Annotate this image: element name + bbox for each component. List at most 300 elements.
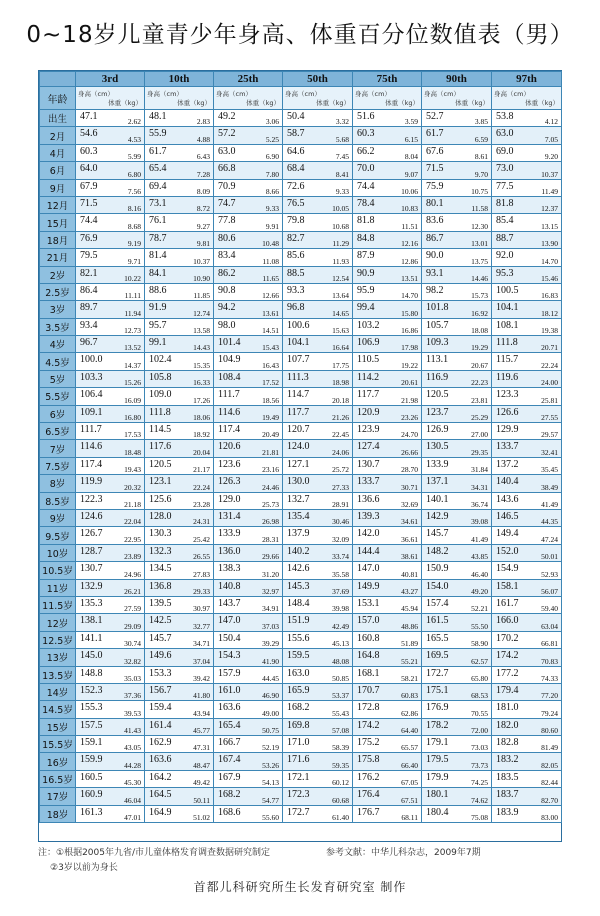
height-value: 126.6: [496, 406, 519, 418]
height-value: 65.4: [149, 163, 167, 175]
value-cell: [492, 179, 562, 196]
age-cell: 2.5岁: [40, 283, 76, 300]
weight-value: 27.83: [193, 569, 210, 579]
weight-value: 47.31: [193, 743, 210, 753]
weight-value: 41.80: [193, 691, 210, 701]
value-cell: [214, 110, 283, 127]
weight-value: 9.19: [127, 239, 141, 249]
value-cell: [76, 701, 145, 718]
height-value: 63.0: [496, 128, 514, 140]
height-value: 74.4: [80, 215, 98, 227]
value-cell: [76, 718, 145, 735]
weight-value: 16.86: [401, 326, 418, 336]
height-value: 94.2: [218, 302, 236, 314]
weight-value: 9.91: [265, 221, 279, 231]
value-cell: [353, 214, 422, 231]
height-value: 133.9: [218, 528, 241, 540]
value-cell: [214, 423, 283, 440]
weight-value: 37.03: [262, 621, 279, 631]
height-value: 176.7: [357, 806, 380, 818]
value-cell: [492, 666, 562, 683]
height-value: 123.3: [496, 389, 519, 401]
height-value: 130.7: [357, 458, 380, 470]
weight-value: 12.66: [262, 291, 279, 301]
height-value: 61.7: [426, 128, 444, 140]
weight-value: 14.46: [471, 273, 488, 283]
age-cell: 9月: [40, 179, 76, 196]
weight-value: 19.49: [262, 413, 279, 423]
weight-value: 13.01: [471, 239, 488, 249]
weight-value: 7.80: [265, 169, 279, 179]
height-unit-label: 身高（cm）: [216, 90, 252, 98]
unit-header-cell: [145, 87, 214, 110]
value-cell: [283, 492, 353, 509]
value-cell: [76, 144, 145, 161]
height-value: 123.9: [357, 424, 380, 436]
age-cell: 17岁: [40, 788, 76, 805]
height-value: 157.5: [80, 719, 103, 731]
value-cell: [76, 301, 145, 318]
height-value: 172.7: [426, 667, 449, 679]
weight-value: 19.38: [541, 326, 558, 336]
value-cell: [214, 562, 283, 579]
weight-value: 41.43: [124, 726, 141, 736]
weight-value: 23.16: [262, 465, 279, 475]
weight-value: 51.02: [193, 813, 210, 823]
weight-value: 26.21: [124, 586, 141, 596]
weight-value: 50.01: [541, 552, 558, 562]
value-cell: [283, 440, 353, 457]
table-row: [40, 144, 562, 161]
percentile-header: 97th: [492, 72, 562, 87]
weight-value: 13.51: [401, 273, 418, 283]
weight-value: 49.42: [193, 778, 210, 788]
value-cell: [492, 631, 562, 648]
weight-value: 21.26: [332, 413, 349, 423]
value-cell: [283, 562, 353, 579]
value-cell: [283, 110, 353, 127]
value-cell: [214, 736, 283, 753]
age-cell: 6.5岁: [40, 423, 76, 440]
height-value: 51.6: [357, 111, 375, 122]
height-value: 66.8: [218, 163, 236, 175]
weight-value: 15.26: [124, 378, 141, 388]
value-cell: [422, 579, 492, 596]
weight-value: 55.60: [262, 813, 279, 823]
value-cell: [492, 788, 562, 805]
height-value: 161.3: [80, 806, 103, 818]
weight-unit-label: 体重（kg）: [455, 99, 489, 107]
height-value: 132.3: [149, 545, 172, 557]
value-cell: [214, 179, 283, 196]
weight-value: 20.04: [193, 447, 210, 457]
height-value: 96.7: [80, 337, 98, 349]
weight-value: 24.06: [332, 447, 349, 457]
percentile-header: 90th: [422, 72, 492, 87]
height-value: 100.6: [287, 319, 310, 331]
age-cell: 7.5岁: [40, 457, 76, 474]
weight-unit-label: 体重（kg）: [525, 99, 559, 107]
value-cell: [145, 179, 214, 196]
weight-value: 8.09: [196, 186, 210, 196]
percentile-header: 10th: [145, 72, 214, 87]
percentile-table-frame: [38, 70, 562, 842]
age-cell: 15.5岁: [40, 736, 76, 753]
weight-value: 10.37: [193, 256, 210, 266]
weight-value: 19.22: [401, 360, 418, 370]
weight-value: 21.18: [124, 499, 141, 509]
weight-value: 58.39: [332, 743, 349, 753]
height-value: 170.7: [357, 684, 380, 696]
value-cell: [214, 544, 283, 561]
value-cell: [422, 162, 492, 179]
height-value: 49.2: [218, 111, 236, 122]
value-cell: [283, 353, 353, 370]
value-cell: [76, 249, 145, 266]
height-value: 145.7: [149, 632, 172, 644]
height-value: 158.1: [496, 580, 519, 592]
value-cell: [353, 336, 422, 353]
height-value: 105.8: [149, 371, 172, 383]
weight-value: 7.05: [544, 134, 558, 144]
age-cell: 11岁: [40, 579, 76, 596]
height-value: 175.1: [426, 684, 449, 696]
percentile-header: 25th: [214, 72, 283, 87]
age-cell: 5.5岁: [40, 388, 76, 405]
age-cell: 10.5岁: [40, 562, 76, 579]
weight-value: 47.01: [124, 813, 141, 823]
value-cell: [353, 579, 422, 596]
height-value: 69.4: [149, 180, 167, 192]
value-cell: [422, 388, 492, 405]
value-cell: [145, 266, 214, 283]
value-cell: [353, 718, 422, 735]
value-cell: [145, 579, 214, 596]
height-value: 107.7: [287, 354, 310, 366]
value-cell: [145, 666, 214, 683]
weight-value: 60.83: [401, 691, 418, 701]
value-cell: [283, 457, 353, 474]
weight-value: 24.96: [124, 569, 141, 579]
value-cell: [76, 179, 145, 196]
height-value: 101.4: [218, 337, 241, 349]
weight-value: 19.29: [471, 343, 488, 353]
weight-value: 3.06: [265, 117, 279, 127]
value-cell: [422, 718, 492, 735]
value-cell: [422, 231, 492, 248]
value-cell: [214, 475, 283, 492]
height-value: 182.8: [496, 737, 519, 749]
weight-value: 7.45: [335, 152, 349, 162]
weight-value: 12.37: [541, 204, 558, 214]
unit-header-cell: [492, 87, 562, 110]
height-value: 88.5: [287, 267, 305, 279]
height-value: 117.6: [149, 441, 172, 453]
weight-value: 49.00: [262, 708, 279, 718]
value-cell: [353, 770, 422, 787]
value-cell: [283, 475, 353, 492]
weight-value: 43.94: [193, 708, 210, 718]
weight-value: 75.08: [471, 813, 488, 823]
value-cell: [145, 283, 214, 300]
height-value: 159.1: [80, 737, 103, 749]
weight-value: 60.12: [332, 778, 349, 788]
height-value: 95.9: [357, 284, 375, 296]
weight-value: 41.49: [471, 534, 488, 544]
weight-value: 44.35: [541, 517, 558, 527]
value-cell: [76, 162, 145, 179]
table-row: [40, 214, 562, 231]
value-cell: [492, 753, 562, 770]
table-row: [40, 544, 562, 561]
value-cell: [283, 231, 353, 248]
weight-value: 43.27: [401, 586, 418, 596]
value-cell: [76, 736, 145, 753]
value-cell: [422, 127, 492, 144]
weight-value: 35.03: [124, 673, 141, 683]
height-value: 81.8: [357, 215, 375, 227]
value-cell: [422, 318, 492, 335]
weight-value: 9.20: [544, 152, 558, 162]
weight-value: 23.26: [401, 413, 418, 423]
weight-value: 29.33: [193, 586, 210, 596]
age-cell: 8.5岁: [40, 492, 76, 509]
weight-value: 9.71: [127, 256, 141, 266]
height-value: 171.0: [287, 737, 310, 749]
height-value: 129.9: [496, 424, 519, 436]
value-cell: [145, 649, 214, 666]
value-cell: [353, 405, 422, 422]
height-value: 102.4: [149, 354, 172, 366]
weight-value: 52.21: [471, 604, 488, 614]
value-cell: [214, 492, 283, 509]
value-cell: [422, 283, 492, 300]
height-value: 148.8: [80, 667, 103, 679]
value-cell: [492, 423, 562, 440]
weight-value: 45.94: [401, 604, 418, 614]
weight-value: 20.49: [262, 430, 279, 440]
percentile-header: 3rd: [76, 72, 145, 87]
age-cell: 5岁: [40, 370, 76, 387]
weight-value: 4.12: [544, 117, 558, 127]
weight-value: 16.83: [541, 291, 558, 301]
weight-value: 56.07: [541, 586, 558, 596]
height-value: 117.4: [218, 424, 241, 436]
weight-value: 50.11: [193, 795, 210, 805]
table-row: [40, 266, 562, 283]
table-row: [40, 788, 562, 805]
height-value: 155.6: [287, 632, 310, 644]
weight-value: 17.52: [262, 378, 279, 388]
height-value: 169.8: [287, 719, 310, 731]
height-value: 63.0: [218, 145, 236, 157]
weight-unit-label: 体重（kg）: [177, 99, 211, 107]
weight-value: 9.70: [474, 169, 488, 179]
weight-value: 68.53: [471, 691, 488, 701]
value-cell: [76, 527, 145, 544]
value-cell: [214, 318, 283, 335]
weight-value: 58.21: [401, 673, 418, 683]
height-value: 82.7: [287, 232, 305, 244]
weight-value: 3.32: [335, 117, 349, 127]
height-value: 142.6: [287, 563, 310, 575]
table-header: [40, 72, 562, 110]
weight-value: 27.59: [124, 604, 141, 614]
height-value: 123.6: [218, 458, 241, 470]
weight-value: 25.42: [193, 534, 210, 544]
percentile-header-row: [40, 72, 562, 87]
weight-value: 20.71: [541, 343, 558, 353]
weight-value: 21.17: [193, 465, 210, 475]
weight-value: 11.94: [124, 308, 141, 318]
value-cell: [353, 127, 422, 144]
weight-value: 12.54: [332, 273, 349, 283]
value-cell: [422, 457, 492, 474]
value-cell: [283, 596, 353, 613]
value-cell: [492, 196, 562, 213]
value-cell: [422, 266, 492, 283]
value-cell: [353, 527, 422, 544]
value-cell: [76, 649, 145, 666]
height-value: 61.7: [149, 145, 167, 157]
height-value: 163.6: [218, 702, 241, 714]
value-cell: [283, 266, 353, 283]
weight-value: 54.77: [262, 795, 279, 805]
weight-value: 31.84: [471, 465, 488, 475]
height-value: 179.5: [426, 754, 449, 766]
table-row: [40, 701, 562, 718]
weight-value: 18.56: [262, 395, 279, 405]
value-cell: [283, 423, 353, 440]
value-cell: [492, 544, 562, 561]
value-cell: [422, 475, 492, 492]
percentile-header: 50th: [283, 72, 353, 87]
weight-value: 39.53: [124, 708, 141, 718]
height-value: 159.5: [287, 650, 310, 662]
note-line-1: 注：①根据2005年九省/市儿童体格发育调查数据研究制定: [38, 848, 271, 858]
weight-value: 14.70: [401, 291, 418, 301]
weight-value: 17.75: [332, 360, 349, 370]
weight-value: 24.00: [541, 378, 558, 388]
value-cell: [492, 283, 562, 300]
value-cell: [283, 614, 353, 631]
unit-header-row: [40, 87, 562, 110]
value-cell: [214, 353, 283, 370]
weight-value: 20.32: [124, 482, 141, 492]
weight-value: 65.57: [401, 743, 418, 753]
height-unit-label: 身高（cm）: [78, 90, 114, 98]
weight-value: 60.68: [332, 795, 349, 805]
weight-value: 50.85: [332, 673, 349, 683]
value-cell: [492, 614, 562, 631]
height-value: 71.5: [426, 163, 444, 175]
value-cell: [422, 492, 492, 509]
value-cell: [214, 631, 283, 648]
value-cell: [283, 301, 353, 318]
height-value: 47.1: [80, 111, 98, 122]
weight-value: 15.73: [471, 291, 488, 301]
table-row: [40, 614, 562, 631]
height-value: 160.9: [80, 789, 103, 801]
height-value: 74.7: [218, 197, 236, 209]
weight-value: 37.04: [193, 656, 210, 666]
weight-value: 28.91: [332, 499, 349, 509]
value-cell: [283, 579, 353, 596]
value-cell: [214, 127, 283, 144]
height-value: 168.1: [357, 667, 380, 679]
weight-value: 8.04: [404, 152, 418, 162]
value-cell: [353, 301, 422, 318]
height-value: 164.9: [149, 806, 172, 818]
weight-value: 23.89: [124, 552, 141, 562]
weight-value: 7.56: [127, 186, 141, 196]
weight-value: 67.51: [401, 795, 418, 805]
height-value: 98.2: [426, 284, 444, 296]
weight-value: 43.85: [471, 552, 488, 562]
weight-value: 14.70: [541, 256, 558, 266]
age-cell: 18月: [40, 231, 76, 248]
weight-value: 41.49: [541, 499, 558, 509]
value-cell: [76, 492, 145, 509]
value-cell: [145, 805, 214, 822]
weight-value: 30.74: [124, 639, 141, 649]
table-row: [40, 301, 562, 318]
weight-value: 55.50: [471, 621, 488, 631]
value-cell: [353, 492, 422, 509]
height-value: 83.6: [426, 215, 444, 227]
weight-value: 27.00: [471, 430, 488, 440]
weight-value: 12.86: [401, 256, 418, 266]
weight-value: 7.28: [196, 169, 210, 179]
age-cell: 13岁: [40, 649, 76, 666]
height-value: 167.9: [218, 771, 241, 783]
weight-value: 36.74: [471, 499, 488, 509]
height-value: 163.6: [149, 754, 172, 766]
weight-value: 49.20: [471, 586, 488, 596]
height-value: 77.8: [218, 215, 236, 227]
weight-value: 16.33: [193, 378, 210, 388]
table-row: [40, 457, 562, 474]
height-value: 148.4: [287, 597, 310, 609]
height-value: 135.3: [80, 597, 103, 609]
value-cell: [214, 805, 283, 822]
height-value: 180.1: [426, 789, 449, 801]
percentile-table: [39, 71, 562, 823]
height-value: 156.7: [149, 684, 172, 696]
height-value: 111.3: [287, 371, 309, 383]
weight-value: 5.68: [335, 134, 349, 144]
value-cell: [76, 353, 145, 370]
table-row: [40, 405, 562, 422]
height-value: 86.4: [80, 284, 98, 296]
weight-value: 39.98: [332, 604, 349, 614]
weight-value: 13.75: [471, 256, 488, 266]
weight-value: 65.80: [471, 673, 488, 683]
height-value: 154.9: [496, 563, 519, 575]
height-value: 132.7: [287, 493, 310, 505]
value-cell: [353, 440, 422, 457]
weight-value: 23.81: [471, 395, 488, 405]
height-value: 79.8: [287, 215, 305, 227]
weight-value: 32.69: [401, 499, 418, 509]
age-cell: 18岁: [40, 805, 76, 822]
value-cell: [353, 388, 422, 405]
age-cell: 3岁: [40, 301, 76, 318]
value-cell: [283, 649, 353, 666]
value-cell: [492, 336, 562, 353]
weight-value: 11.58: [471, 204, 488, 214]
value-cell: [353, 596, 422, 613]
